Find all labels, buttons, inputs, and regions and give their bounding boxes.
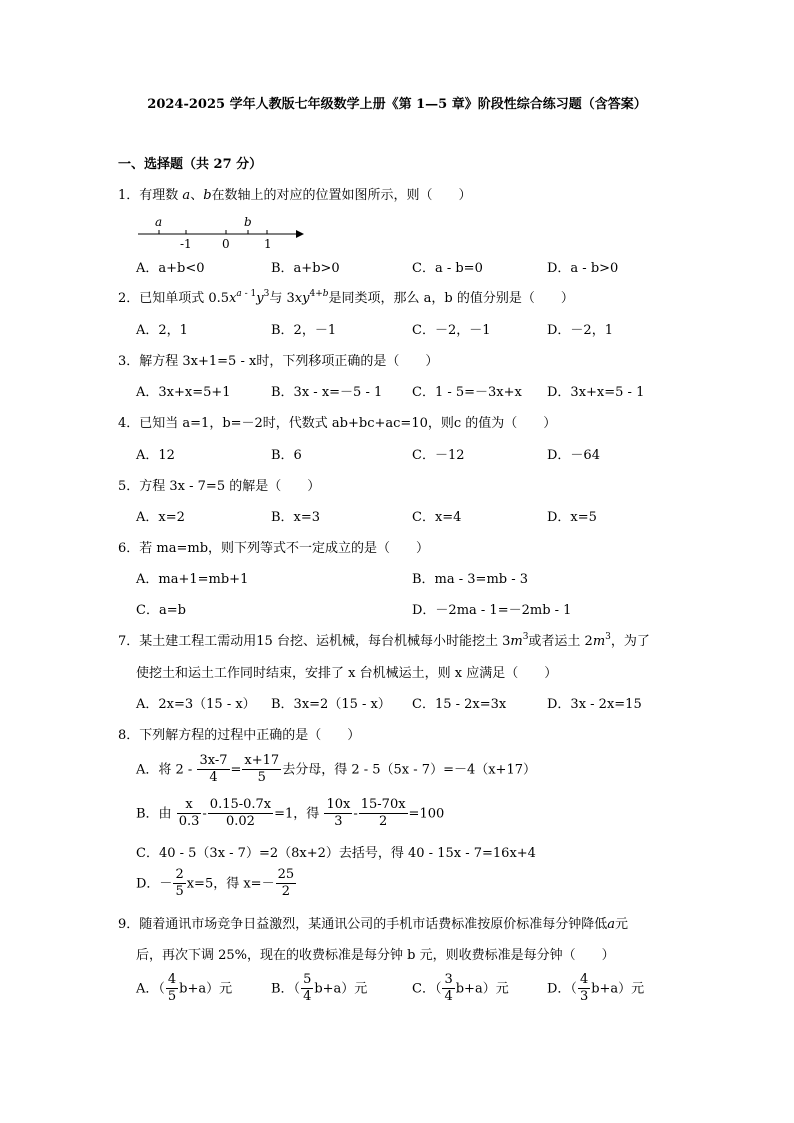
fraction: $\frac{4}{3}$ [579,972,589,1005]
section-heading: 一、选择题（共 27 分） [118,157,263,172]
question-1-stem: 1．有理数 a、b在数轴上的对应的位置如图所示，则（ ） [118,188,472,203]
fraction: $\frac{25}{2}$ [277,867,295,900]
question-4-stem: 4．已知当 a=1，b=－2时，代数式 ab+bc+ac=10，则c 的值为（ ） [118,416,557,431]
q6-option-c: C．a=b [136,603,186,618]
q5-option-c: C．x=4 [412,510,462,525]
label-1: 1 [264,237,272,248]
label-b: b [244,215,252,229]
q2-option-c: C．－2，－1 [412,323,491,338]
q5-option-d: D．x=5 [547,510,597,525]
question-9-line-1: 9．随着通讯市场竞争日益激烈，某通讯公司的手机市话费标准按原价标准每分钟降低a元 [118,917,629,932]
fraction: $\frac{x}{0.3}$ [178,797,200,830]
question-3-stem: 3．解方程 3x+1=5 - x时，下列移项正确的是（ ） [118,354,439,369]
fraction: $\frac{5}{4}$ [303,972,312,1005]
q7-option-b: B．3x=2（15 - x） [271,697,391,712]
q2-option-b: B．2，－1 [271,323,337,338]
q9-option-a: A．（ $\frac{4}{5}$ b+a）元 [136,972,233,1005]
q2-option-a: A．2，1 [136,323,188,338]
q1-option-d: D．a - b>0 [547,261,619,276]
question-8-stem: 8．下列解方程的过程中正确的是（ ） [118,728,361,743]
q7-option-a: A．2x=3（15 - x） [136,697,256,712]
number-line-arrow [296,230,304,238]
label-neg1: -1 [180,237,192,248]
question-7-line-2: 使挖土和运土工作同时结束，安排了 x 台机械运土，则 x 应满足（ ） [136,666,558,681]
label-0: 0 [222,237,230,248]
q8-option-a: A．将 2 - $\frac{3x-7}{4}$ = $\frac{x+17}{5}$ 去分母，得 2 - 5（5x - 7）=－4（x+17） [136,753,536,786]
q9-option-d: D．（ $\frac{4}{3}$ b+a）元 [547,972,645,1005]
q1-option-c: C．a - b=0 [412,261,483,276]
q7-option-d: D．3x - 2x=15 [547,697,642,712]
q1-option-a: A．a+b<0 [136,261,205,276]
q7-option-c: C．15 - 2x=3x [412,697,507,712]
q8-option-c: C．40 - 5（3x - 7）=2（8x+2）去括号，得 40 - 15x - 7=16x+4 [136,846,536,861]
fraction: $\frac{0.15-0.7x}{0.02}$ [209,797,272,830]
q6-option-d: D．－2ma - 1=－2mb - 1 [412,603,572,618]
fraction: $\frac{15-70x}{2}$ [360,797,406,830]
fraction: $\frac{10x}{3}$ [326,797,351,830]
q5-option-b: B．x=3 [271,510,321,525]
q4-option-b: B．6 [271,448,302,463]
fraction: $\frac{x+17}{5}$ [244,753,280,786]
q4-option-c: C．－12 [412,448,465,463]
question-6-stem: 6．若 ma=mb，则下列等式不一定成立的是（ ） [118,541,430,556]
fraction: $\frac{3x-7}{4}$ [199,753,228,786]
q6-option-a: A．ma+1=mb+1 [136,572,249,587]
q2-option-d: D．－2，1 [547,323,613,338]
q8-option-d: D．－ $\frac{2}{5}$ x=5，得 x=－ $\frac{25}{2}$ [136,867,295,900]
number-line [136,208,316,248]
q3-option-a: A．3x+x=5+1 [136,385,231,400]
page-title: 2024-2025 学年人教版七年级数学上册《第 1—5 章》阶段性综合练习题（含答案） [147,97,647,112]
q4-option-d: D．－64 [547,448,600,463]
fraction: $\frac{3}{4}$ [444,972,453,1005]
question-5-stem: 5．方程 3x - 7=5 的解是（ ） [118,479,321,494]
q3-option-d: D．3x+x=5 - 1 [547,385,645,400]
q5-option-a: A．x=2 [136,510,185,525]
q3-option-b: B．3x - x=－5 - 1 [271,385,383,400]
fraction: $\frac{4}{5}$ [167,972,177,1005]
q4-option-a: A．12 [136,448,175,463]
question-9-line-2: 后，再次下调 25%，现在的收费标准是每分钟 b 元，则收费标准是每分钟（ ） [136,948,615,963]
q9-option-b: B．（ $\frac{5}{4}$ b+a）元 [271,972,368,1005]
q3-option-c: C．1 - 5=－3x+x [412,385,522,400]
q9-option-c: C．（ $\frac{3}{4}$ b+a）元 [412,972,509,1005]
q8-option-b: B．由 $\frac{x}{0.3}$ - $\frac{0.15-0.7x}{0.02}$ =1，得 $\frac{10x}{3}$ - $\frac{15-70x}{2}$ =100 [136,797,445,830]
question-7-line-1: 7．某土建工程工需动用15 台挖、运机械，每台机械每小时能挖土 $3m^3$或者运土 $2m^3$，为了 [118,632,650,649]
question-2-stem: 2．已知单项式 $0.5x^{a - 1}y^3$与 $3xy^{4+b}$是同类项，那么 a，b 的值分别是（ ） [118,289,574,306]
label-a: a [155,215,163,229]
fraction: $\frac{2}{5}$ [175,867,184,900]
q1-option-b: B．a+b>0 [271,261,340,276]
q6-option-b: B．ma - 3=mb - 3 [412,572,529,587]
